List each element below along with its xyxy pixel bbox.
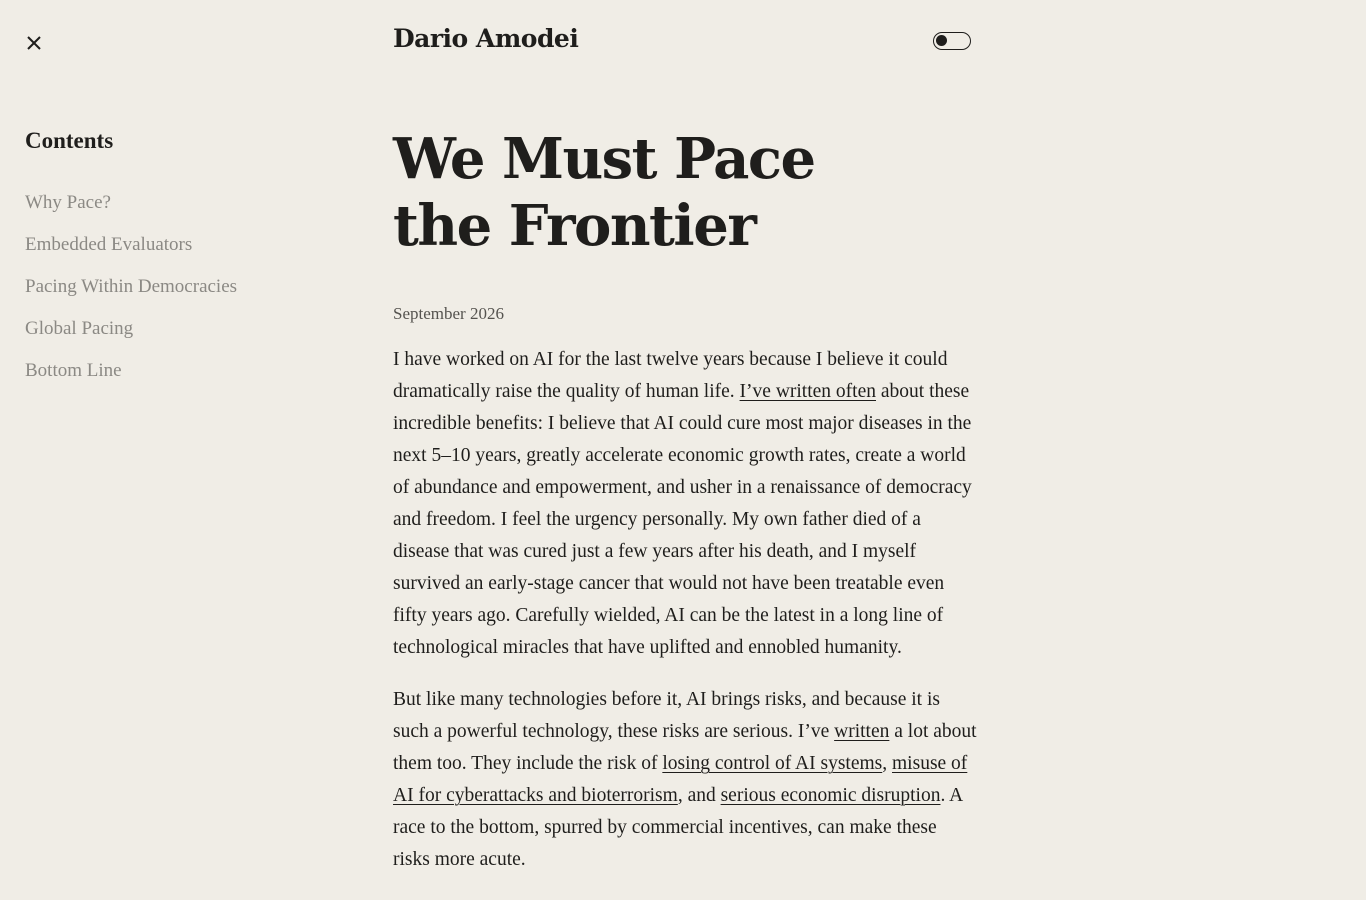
paragraph-text: , bbox=[882, 753, 893, 774]
paragraph-2 bbox=[393, 684, 978, 876]
paragraph-text: a lot about them too. They include the risk of bbox=[393, 721, 977, 774]
paragraph-text: about these incredible benefits: I believe that AI could cure most major diseases in the next 5–10 years, greatly accelerate economic growth rates, create a world of abundance and empowerment, and usher in a renaissance of democracy and freedom. I feel the urgency personally. My own father died of a disease that was cured just a few years after his death, and I myself survived an early-stage cancer that would not have been treatable even fifty years ago. Carefully wielded, AI can be the latest in a long line of technological miracles that have uplifted and ennobled humanity. bbox=[393, 381, 972, 658]
toc-item-why-pace[interactable]: Why Pace? bbox=[25, 192, 111, 213]
toc-item-bottom-line[interactable]: Bottom Line bbox=[25, 360, 122, 381]
table-of-contents bbox=[25, 128, 345, 392]
theme-toggle[interactable] bbox=[933, 32, 971, 50]
article-title-line-2: the Frontier bbox=[393, 193, 756, 259]
article-date: September 2026 bbox=[393, 304, 504, 323]
paragraph-text: But like many technologies before it, AI brings risks, and because it is such a powerful technology, these risks are serious. I’ve bbox=[393, 689, 940, 742]
toggle-switch-icon bbox=[936, 35, 947, 46]
article bbox=[393, 126, 978, 876]
article-title-line-1: We Must Pace bbox=[393, 126, 815, 192]
paragraph-text: I have worked on AI for the last twelve years because I believe it could dramatically raise the quality of human life. bbox=[393, 349, 948, 402]
link-misuse-of-ai[interactable]: misuse of AI for cyberattacks and bioterrorism bbox=[393, 753, 968, 806]
link-losing-control[interactable]: losing control of AI systems bbox=[662, 753, 883, 774]
article-title bbox=[393, 126, 978, 260]
close-button[interactable] bbox=[22, 31, 46, 55]
link-economic-disruption[interactable]: serious economic disruption bbox=[720, 785, 941, 806]
paragraph-text: , and bbox=[677, 785, 721, 806]
toc-title: Contents bbox=[25, 128, 114, 153]
link-written[interactable]: written bbox=[834, 721, 890, 742]
toc-item-global-pacing[interactable]: Global Pacing bbox=[25, 318, 134, 339]
link-ive-written-often[interactable]: I’ve written often bbox=[739, 381, 876, 402]
toc-list bbox=[25, 182, 345, 392]
paragraph-1 bbox=[393, 344, 978, 664]
toc-item-pacing-within-democracies[interactable]: Pacing Within Democracies bbox=[25, 276, 238, 297]
site-name[interactable]: Dario Amodei bbox=[393, 24, 579, 53]
close-icon bbox=[22, 31, 46, 55]
toc-item-embedded-evaluators[interactable]: Embedded Evaluators bbox=[25, 234, 193, 255]
paragraph-text: . A race to the bottom, spurred by commercial incentives, can make these risks more acute. bbox=[393, 785, 963, 870]
